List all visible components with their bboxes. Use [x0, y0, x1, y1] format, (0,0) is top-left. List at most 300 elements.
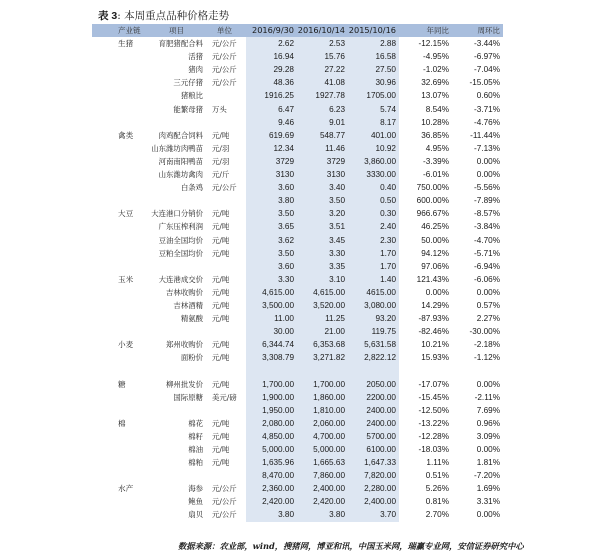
cell-price-2: 7,860.00	[297, 469, 348, 482]
table-row	[92, 495, 503, 508]
cell-wow: 0.57%	[452, 299, 503, 312]
cell-price-1: 9.46	[246, 116, 297, 129]
cell-price-1: 4,850.00	[246, 430, 297, 443]
cell-unit: 美元/磅	[206, 391, 246, 404]
cell-price-3: 10.92	[348, 142, 399, 155]
cell-category	[92, 50, 150, 63]
cell-item: 大连港成交价	[150, 273, 206, 286]
cell-item: 活猪	[150, 50, 206, 63]
cell-yoy: 46.25%	[399, 220, 452, 233]
cell-unit	[206, 404, 246, 417]
cell-item: 海参	[150, 482, 206, 495]
cell-category	[92, 404, 150, 417]
cell-yoy: 94.12%	[399, 247, 452, 260]
cell-price-1: 1,635.96	[246, 456, 297, 469]
cell-yoy	[399, 364, 452, 377]
cell-price-3: 2050.00	[348, 378, 399, 391]
cell-price-2: 3.10	[297, 273, 348, 286]
cell-category: 糖	[92, 378, 150, 391]
cell-yoy: 50.00%	[399, 234, 452, 247]
cell-price-1: 2.62	[246, 37, 297, 50]
cell-price-3: 2400.00	[348, 417, 399, 430]
cell-category	[92, 247, 150, 260]
cell-yoy: -15.45%	[399, 391, 452, 404]
cell-wow: -6.94%	[452, 260, 503, 273]
cell-price-3: 16.58	[348, 50, 399, 63]
table-row	[92, 194, 503, 207]
cell-category	[92, 63, 150, 76]
cell-wow: 0.60%	[452, 89, 503, 102]
cell-category	[92, 312, 150, 325]
cell-price-3: 7,820.00	[348, 469, 399, 482]
table-caption	[98, 8, 229, 23]
cell-price-2: 3.30	[297, 247, 348, 260]
table-row	[92, 430, 503, 443]
cell-price-3: 2,822.12	[348, 351, 399, 364]
cell-yoy: 0.81%	[399, 495, 452, 508]
table-row	[92, 378, 503, 391]
cell-price-2: 2.53	[297, 37, 348, 50]
cell-wow: 2.27%	[452, 312, 503, 325]
cell-item: 棉油	[150, 443, 206, 456]
cell-item: 猪肉	[150, 63, 206, 76]
cell-price-2: 3,520.00	[297, 299, 348, 312]
table-row	[92, 181, 503, 194]
table-row	[92, 417, 503, 430]
cell-yoy: 966.67%	[399, 207, 452, 220]
table-row	[92, 168, 503, 181]
cell-price-3: 3.70	[348, 508, 399, 521]
cell-price-3: 2,400.00	[348, 495, 399, 508]
cell-price-3: 93.20	[348, 312, 399, 325]
cell-unit: 元/羽	[206, 142, 246, 155]
cell-price-1: 3.30	[246, 273, 297, 286]
table-row	[92, 443, 503, 456]
caption-prefix: 表 3	[98, 10, 118, 22]
table-row	[92, 63, 503, 76]
table-row	[92, 364, 503, 377]
table-row	[92, 404, 503, 417]
cell-unit: 元/吨	[206, 129, 246, 142]
cell-item: 郑州收购价	[150, 338, 206, 351]
table-row	[92, 508, 503, 521]
cell-yoy: 8.54%	[399, 103, 452, 116]
cell-item: 能繁母猪	[150, 103, 206, 116]
cell-unit: 元/公斤	[206, 508, 246, 521]
table-row	[92, 391, 503, 404]
table-row	[92, 37, 503, 50]
cell-category	[92, 194, 150, 207]
cell-price-3: 30.96	[348, 76, 399, 89]
cell-price-2: 3.35	[297, 260, 348, 273]
cell-category	[92, 325, 150, 338]
source-note: 数据来源：农业部，wind，搜猪网，博亚和讯，中国玉米网，瑞赢专业网，安信证券研究中心	[178, 541, 524, 551]
cell-price-2: 3.50	[297, 194, 348, 207]
cell-unit: 万头	[206, 103, 246, 116]
cell-unit	[206, 89, 246, 102]
cell-price-1: 3729	[246, 155, 297, 168]
cell-unit	[206, 116, 246, 129]
cell-price-3: 1.70	[348, 260, 399, 273]
cell-item: 棉粕	[150, 456, 206, 469]
header-category: 产业链	[92, 24, 150, 37]
cell-wow: -3.84%	[452, 220, 503, 233]
cell-price-3: 8.17	[348, 116, 399, 129]
cell-wow: -1.12%	[452, 351, 503, 364]
cell-unit: 元/公斤	[206, 50, 246, 63]
cell-price-3: 1.40	[348, 273, 399, 286]
cell-item	[150, 116, 206, 129]
cell-wow: -6.97%	[452, 50, 503, 63]
cell-price-1: 619.69	[246, 129, 297, 142]
cell-wow: -15.05%	[452, 76, 503, 89]
cell-price-2: 1,860.00	[297, 391, 348, 404]
cell-yoy: -6.01%	[399, 168, 452, 181]
cell-price-3: 0.40	[348, 181, 399, 194]
table-row	[92, 247, 503, 260]
cell-yoy: -3.39%	[399, 155, 452, 168]
cell-wow: -2.18%	[452, 338, 503, 351]
cell-price-1: 2,420.00	[246, 495, 297, 508]
table-row	[92, 260, 503, 273]
cell-unit	[206, 194, 246, 207]
cell-category	[92, 89, 150, 102]
cell-yoy: 13.07%	[399, 89, 452, 102]
cell-yoy: -13.22%	[399, 417, 452, 430]
cell-price-2: 2,060.00	[297, 417, 348, 430]
cell-wow: -7.13%	[452, 142, 503, 155]
table-row	[92, 482, 503, 495]
cell-wow: 3.31%	[452, 495, 503, 508]
cell-unit: 元/吨	[206, 417, 246, 430]
table-row	[92, 103, 503, 116]
cell-wow: -8.57%	[452, 207, 503, 220]
cell-category	[92, 351, 150, 364]
cell-unit: 元/吨	[206, 247, 246, 260]
cell-unit: 元/吨	[206, 273, 246, 286]
cell-price-1: 1,700.00	[246, 378, 297, 391]
cell-category: 水产	[92, 482, 150, 495]
cell-item: 豆粕全国均价	[150, 247, 206, 260]
table-row	[92, 89, 503, 102]
cell-yoy: 10.21%	[399, 338, 452, 351]
table-row	[92, 456, 503, 469]
table-row	[92, 234, 503, 247]
cell-item: 山东潍坊肉鸭苗	[150, 142, 206, 155]
cell-category	[92, 155, 150, 168]
cell-item: 肉鸡配合饲料	[150, 129, 206, 142]
cell-item: 豆油全国均价	[150, 234, 206, 247]
cell-yoy: -12.15%	[399, 37, 452, 50]
cell-price-3: 119.75	[348, 325, 399, 338]
cell-category	[92, 443, 150, 456]
cell-price-2: 27.22	[297, 63, 348, 76]
cell-yoy: 600.00%	[399, 194, 452, 207]
table-row	[92, 155, 503, 168]
cell-price-2: 2,400.00	[297, 482, 348, 495]
cell-unit: 元/公斤	[206, 37, 246, 50]
cell-unit: 元/吨	[206, 338, 246, 351]
cell-price-3: 5700.00	[348, 430, 399, 443]
cell-unit: 元/斤	[206, 168, 246, 181]
table-header-row	[92, 24, 503, 37]
cell-item: 棉籽	[150, 430, 206, 443]
cell-unit: 元/吨	[206, 430, 246, 443]
table-row	[92, 299, 503, 312]
cell-category	[92, 469, 150, 482]
cell-wow: 7.69%	[452, 404, 503, 417]
cell-price-3: 5.74	[348, 103, 399, 116]
cell-price-2: 6,353.68	[297, 338, 348, 351]
cell-category	[92, 181, 150, 194]
cell-item: 广东压榨利润	[150, 220, 206, 233]
cell-item: 扇贝	[150, 508, 206, 521]
table-row	[92, 207, 503, 220]
cell-unit	[206, 325, 246, 338]
cell-item: 三元仔猪	[150, 76, 206, 89]
cell-price-1: 3.50	[246, 247, 297, 260]
cell-price-1: 3.65	[246, 220, 297, 233]
caption-separator: :	[117, 10, 121, 22]
cell-unit: 元/吨	[206, 299, 246, 312]
cell-price-2: 9.01	[297, 116, 348, 129]
cell-yoy: 10.28%	[399, 116, 452, 129]
cell-price-1: 2,080.00	[246, 417, 297, 430]
cell-unit: 元/公斤	[206, 76, 246, 89]
cell-yoy: 4.95%	[399, 142, 452, 155]
cell-yoy: -87.93%	[399, 312, 452, 325]
cell-category	[92, 234, 150, 247]
cell-item	[150, 364, 206, 377]
cell-price-1	[246, 364, 297, 377]
cell-price-3: 2.88	[348, 37, 399, 50]
cell-unit: 元/吨	[206, 312, 246, 325]
table-row	[92, 129, 503, 142]
table-row	[92, 338, 503, 351]
cell-price-3: 0.30	[348, 207, 399, 220]
cell-item: 山东潍坊禽肉	[150, 168, 206, 181]
cell-unit: 元/吨	[206, 220, 246, 233]
cell-price-1: 5,000.00	[246, 443, 297, 456]
cell-price-1: 3,500.00	[246, 299, 297, 312]
cell-category	[92, 168, 150, 181]
cell-unit: 元/吨	[206, 234, 246, 247]
cell-category: 生猪	[92, 37, 150, 50]
cell-unit: 元/公斤	[206, 495, 246, 508]
cell-price-1: 1,950.00	[246, 404, 297, 417]
cell-item: 白条鸡	[150, 181, 206, 194]
cell-yoy: -18.03%	[399, 443, 452, 456]
cell-yoy: 5.26%	[399, 482, 452, 495]
cell-yoy: 0.51%	[399, 469, 452, 482]
cell-yoy: -17.07%	[399, 378, 452, 391]
table-row	[92, 76, 503, 89]
cell-wow: -5.71%	[452, 247, 503, 260]
caption-title: 本周重点品种价格走势	[124, 10, 230, 22]
cell-price-2: 15.76	[297, 50, 348, 63]
header-yoy: 年同比	[399, 24, 452, 37]
cell-price-2: 4,700.00	[297, 430, 348, 443]
cell-category	[92, 142, 150, 155]
cell-yoy: 97.06%	[399, 260, 452, 273]
cell-price-3: 401.00	[348, 129, 399, 142]
cell-price-2: 4,615.00	[297, 286, 348, 299]
cell-wow: 3.09%	[452, 430, 503, 443]
cell-category: 棉	[92, 417, 150, 430]
cell-category	[92, 299, 150, 312]
cell-price-2: 3.80	[297, 508, 348, 521]
cell-item: 大连港口分销价	[150, 207, 206, 220]
cell-price-3: 1,647.33	[348, 456, 399, 469]
cell-price-1: 29.28	[246, 63, 297, 76]
cell-wow	[452, 364, 503, 377]
cell-price-1: 4,615.00	[246, 286, 297, 299]
cell-category: 玉米	[92, 273, 150, 286]
cell-unit: 元/公斤	[206, 63, 246, 76]
cell-unit: 元/吨	[206, 351, 246, 364]
cell-yoy: -1.02%	[399, 63, 452, 76]
cell-price-1: 1916.25	[246, 89, 297, 102]
table-row	[92, 142, 503, 155]
cell-unit	[206, 469, 246, 482]
table-row	[92, 325, 503, 338]
cell-wow: -3.71%	[452, 103, 503, 116]
cell-price-3: 3,860.00	[348, 155, 399, 168]
cell-price-1: 1,900.00	[246, 391, 297, 404]
cell-item	[150, 469, 206, 482]
cell-wow: 0.00%	[452, 443, 503, 456]
cell-wow: -7.20%	[452, 469, 503, 482]
table-row	[92, 286, 503, 299]
cell-price-3: 0.50	[348, 194, 399, 207]
cell-price-1: 30.00	[246, 325, 297, 338]
table-row	[92, 220, 503, 233]
cell-yoy: -12.28%	[399, 430, 452, 443]
header-date-2: 2016/10/14	[297, 24, 348, 37]
cell-category	[92, 495, 150, 508]
cell-item: 吉林酒精	[150, 299, 206, 312]
cell-item	[150, 260, 206, 273]
cell-price-1: 11.00	[246, 312, 297, 325]
cell-price-2: 41.08	[297, 76, 348, 89]
cell-price-1: 3130	[246, 168, 297, 181]
cell-yoy: 0.00%	[399, 286, 452, 299]
cell-price-2: 3.51	[297, 220, 348, 233]
cell-wow: 0.00%	[452, 168, 503, 181]
cell-yoy: 750.00%	[399, 181, 452, 194]
cell-price-2: 3130	[297, 168, 348, 181]
cell-price-1: 3,308.79	[246, 351, 297, 364]
cell-item: 吉林收购价	[150, 286, 206, 299]
cell-price-1: 2,360.00	[246, 482, 297, 495]
cell-item: 鲍鱼	[150, 495, 206, 508]
cell-category	[92, 286, 150, 299]
cell-price-2: 3729	[297, 155, 348, 168]
cell-item	[150, 194, 206, 207]
cell-wow: 1.69%	[452, 482, 503, 495]
cell-wow: 0.00%	[452, 378, 503, 391]
cell-wow: -5.56%	[452, 181, 503, 194]
cell-yoy: -12.50%	[399, 404, 452, 417]
cell-price-2: 1927.78	[297, 89, 348, 102]
cell-unit: 元/吨	[206, 456, 246, 469]
cell-wow: -6.06%	[452, 273, 503, 286]
table-row	[92, 116, 503, 129]
cell-category	[92, 391, 150, 404]
cell-item	[150, 325, 206, 338]
cell-price-3: 4615.00	[348, 286, 399, 299]
table-row	[92, 273, 503, 286]
cell-item: 精氨酸	[150, 312, 206, 325]
header-wow: 周环比	[452, 24, 503, 37]
header-unit: 单位	[206, 24, 246, 37]
cell-wow: 0.96%	[452, 417, 503, 430]
cell-item	[150, 404, 206, 417]
cell-wow: -3.44%	[452, 37, 503, 50]
cell-yoy: -82.46%	[399, 325, 452, 338]
cell-category	[92, 260, 150, 273]
table-row	[92, 50, 503, 63]
cell-unit	[206, 260, 246, 273]
cell-price-1: 16.94	[246, 50, 297, 63]
cell-category	[92, 508, 150, 521]
cell-wow: -4.76%	[452, 116, 503, 129]
table-row	[92, 351, 503, 364]
cell-price-1: 6,344.74	[246, 338, 297, 351]
cell-category: 大豆	[92, 207, 150, 220]
cell-unit: 元/吨	[206, 286, 246, 299]
cell-item: 柳州批发价	[150, 378, 206, 391]
cell-price-2: 548.77	[297, 129, 348, 142]
cell-yoy: 14.29%	[399, 299, 452, 312]
cell-wow: 0.00%	[452, 286, 503, 299]
cell-price-1: 3.60	[246, 181, 297, 194]
cell-price-3: 2,280.00	[348, 482, 399, 495]
cell-price-1: 3.50	[246, 207, 297, 220]
cell-price-3	[348, 364, 399, 377]
cell-price-2	[297, 364, 348, 377]
cell-wow: -7.89%	[452, 194, 503, 207]
cell-unit: 元/吨	[206, 378, 246, 391]
cell-wow: 1.81%	[452, 456, 503, 469]
cell-price-3: 2200.00	[348, 391, 399, 404]
cell-item: 猪粮比	[150, 89, 206, 102]
cell-wow: 0.00%	[452, 508, 503, 521]
cell-price-3: 2.30	[348, 234, 399, 247]
cell-price-1: 3.80	[246, 508, 297, 521]
cell-item: 河南南阳鸭苗	[150, 155, 206, 168]
cell-yoy: 1.11%	[399, 456, 452, 469]
cell-price-2: 1,810.00	[297, 404, 348, 417]
cell-wow: -2.11%	[452, 391, 503, 404]
cell-category: 禽类	[92, 129, 150, 142]
cell-price-2: 6.23	[297, 103, 348, 116]
cell-yoy: 15.93%	[399, 351, 452, 364]
cell-price-2: 21.00	[297, 325, 348, 338]
cell-price-2: 2,420.00	[297, 495, 348, 508]
cell-price-2: 5,000.00	[297, 443, 348, 456]
cell-price-3: 3,080.00	[348, 299, 399, 312]
cell-price-2: 3.20	[297, 207, 348, 220]
cell-price-2: 3.45	[297, 234, 348, 247]
cell-price-3: 5,631.58	[348, 338, 399, 351]
cell-price-3: 1.70	[348, 247, 399, 260]
cell-category	[92, 456, 150, 469]
cell-price-1: 48.36	[246, 76, 297, 89]
cell-category	[92, 220, 150, 233]
cell-price-1: 3.80	[246, 194, 297, 207]
cell-yoy: 32.69%	[399, 76, 452, 89]
